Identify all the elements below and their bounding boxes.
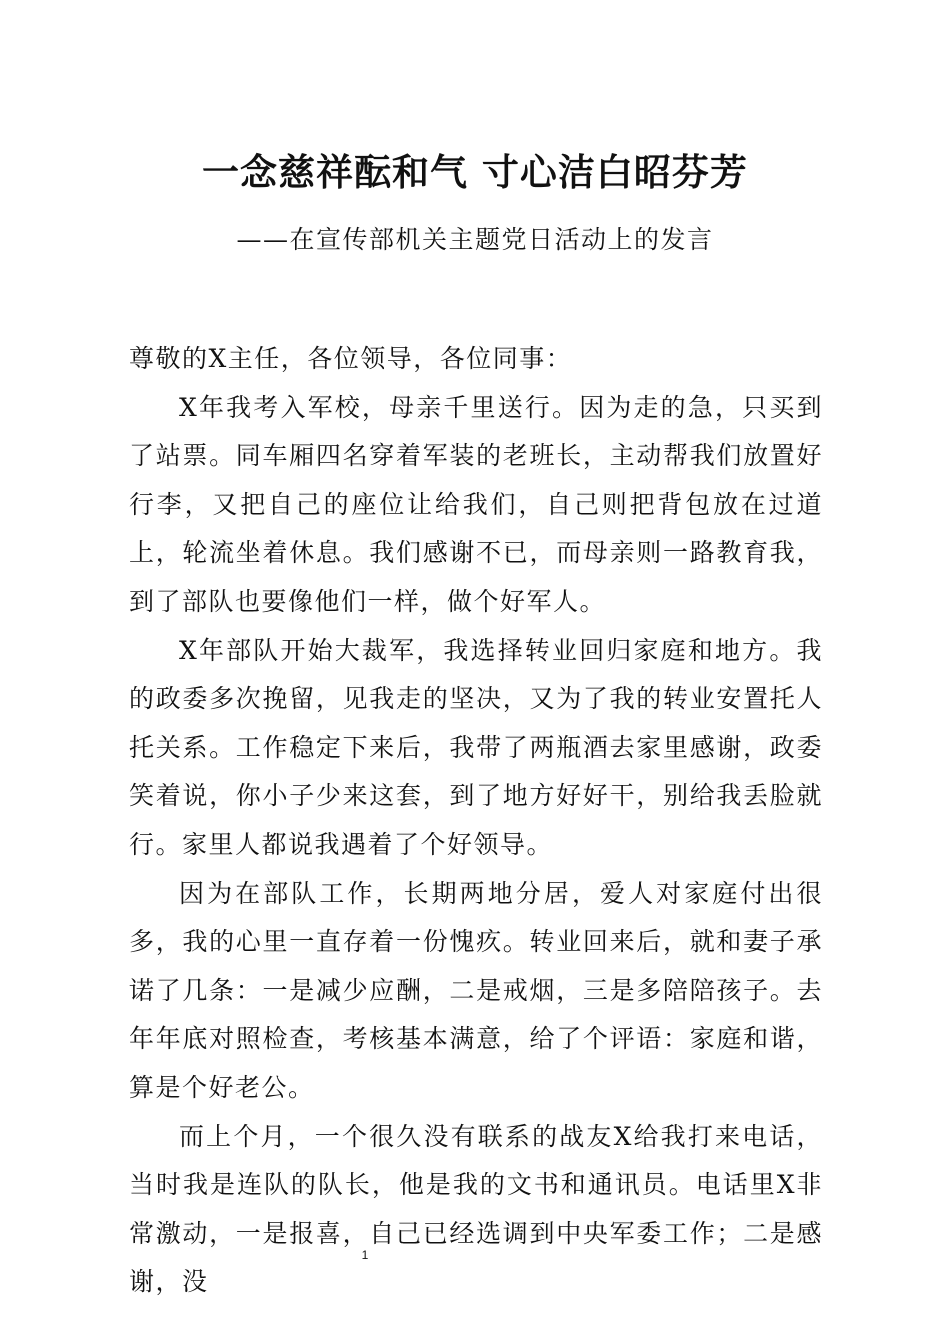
paragraph-3: 因为在部队工作，长期两地分居，爱人对家庭付出很多，我的心里一直存着一份愧疚。转业回来后，就和妻子承诺了几条：一是减少应酬，二是戒烟，三是多陪陪孩子。去年年底对照检查，考核基本满意，给了个评语：家庭和谐，算是个好老公。 <box>129 878 823 1102</box>
salutation: 尊敬的X主任，各位领导，各位同事： <box>129 344 573 373</box>
document-subtitle: ——在宣传部机关主题党日活动上的发言 <box>236 225 714 254</box>
paragraph-2: X年部队开始大裁军，我选择转业回归家庭和地方。我的政委多次挽留，见我走的坚决，又为了我的转业安置托人托关系。工作稳定下来后，我带了两瓶酒去家里感谢，政委笑着说，你小子少来这套，到了地方好好干，别给我丢脸就行。家里人都说我遇着了个好领导。 <box>129 635 823 859</box>
page-number: 1 <box>361 1248 369 1262</box>
paragraph-4: 而上个月，一个很久没有联系的战友X给我打来电话，当时我是连队的队长，他是我的文书和通讯员。电话里X非常激动，一是报喜，自己已经选调到中央军委工作；二是感谢，没 <box>129 1121 823 1297</box>
paragraph-1: X年我考入军校，母亲千里送行。因为走的急，只买到了站票。同车厢四名穿着军装的老班长，主动帮我们放置好行李，又把自己的座位让给我们，自己则把背包放在过道上，轮流坐着休息。我们感谢不已，而母亲则一路教育我，到了部队也要像他们一样，做个好军人。 <box>129 392 823 616</box>
document-title: 一念慈祥酝和气 寸心洁白昭芬芳 <box>202 150 748 194</box>
document-body <box>129 335 823 1307</box>
